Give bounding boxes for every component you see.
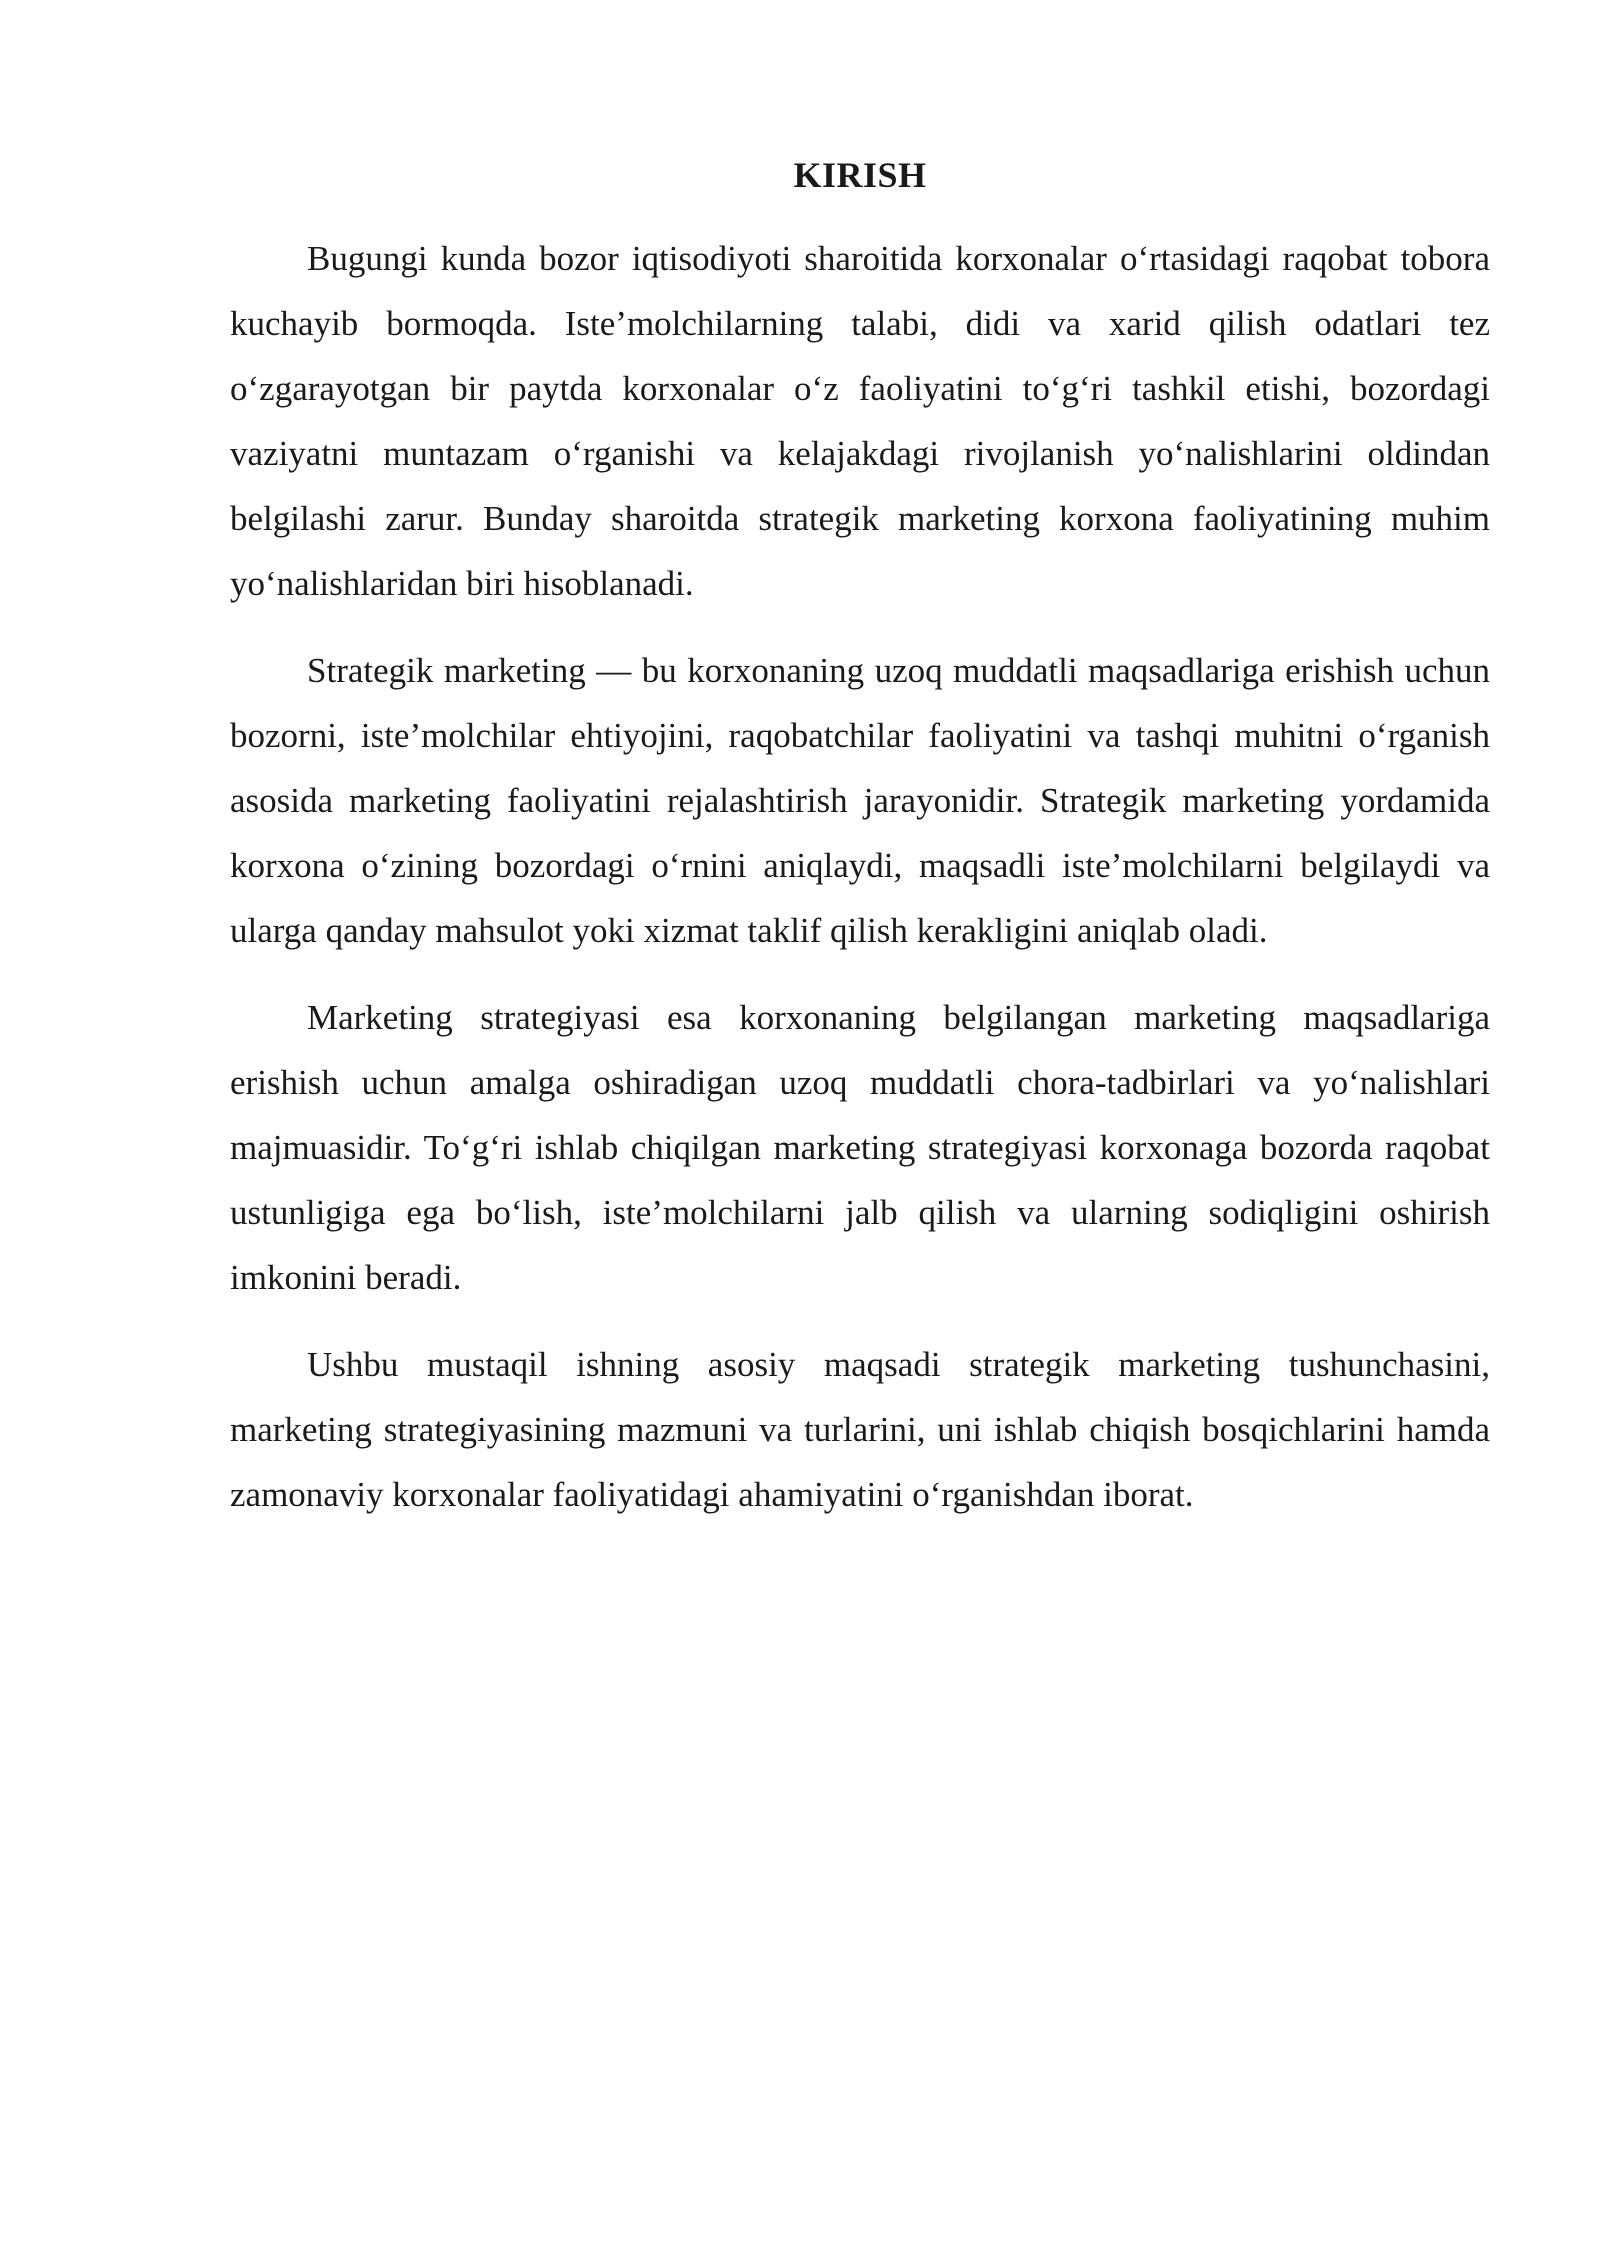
paragraph-goal: Ushbu mustaqil ishning asosiy maqsadi strategik marketing tushunchasini, marketing strategiyasining mazmuni va turlarini, uni ishlab chiqish bosqichlarini hamda zamonaviy korxonalar faoliyatidagi ahamiyatini o‘rganishdan iborat. <box>230 1345 1490 1514</box>
section-title: KIRISH <box>793 155 927 195</box>
paragraph-strategic-marketing: Strategik marketing — bu korxonaning uzoq muddatli maqsadlariga erishish uchun bozorni, iste’molchilar ehtiyojini, raqobatchilar faoliyatini va tashqi muhitni o‘rganish asosida marketing faoliyatini rejalashtirish jarayonidir. Strategik marketing yordamida korxona o‘zining bozordagi o‘rnini aniqlaydi, maqsadli iste’molchilarni belgilaydi va ularga qanday mahsulot yoki xizmat taklif qilish kerakligini aniqlab oladi. <box>230 651 1490 950</box>
document-body <box>230 148 1490 1549</box>
paragraph-intro: Bugungi kunda bozor iqtisodiyoti sharoitida korxonalar o‘rtasidagi raqobat tobora kuchayib bormoqda. Iste’molchilarning talabi, didi va xarid qilish odatlari tez o‘zgarayotgan bir paytda korxonalar o‘z faoliyatini to‘g‘ri tashkil etishi, bozordagi vaziyatni muntazam o‘rganishi va kelajakdagi rivojlanish yo‘nalishlarini oldindan belgilashi zarur. Bunday sharoitda strategik marketing korxona faoliyatining muhim yo‘nalishlaridan biri hisoblanadi. <box>230 239 1490 603</box>
paragraph-marketing-strategy: Marketing strategiyasi esa korxonaning belgilangan marketing maqsadlariga erishish uchun amalga oshiradigan uzoq muddatli chora-tadbirlari va yo‘nalishlari majmuasidir. To‘g‘ri ishlab chiqilgan marketing strategiyasi korxonaga bozorda raqobat ustunligiga ega bo‘lish, iste’molchilarni jalb qilish va ularning sodiqligini oshirish imkonini beradi. <box>230 998 1490 1297</box>
